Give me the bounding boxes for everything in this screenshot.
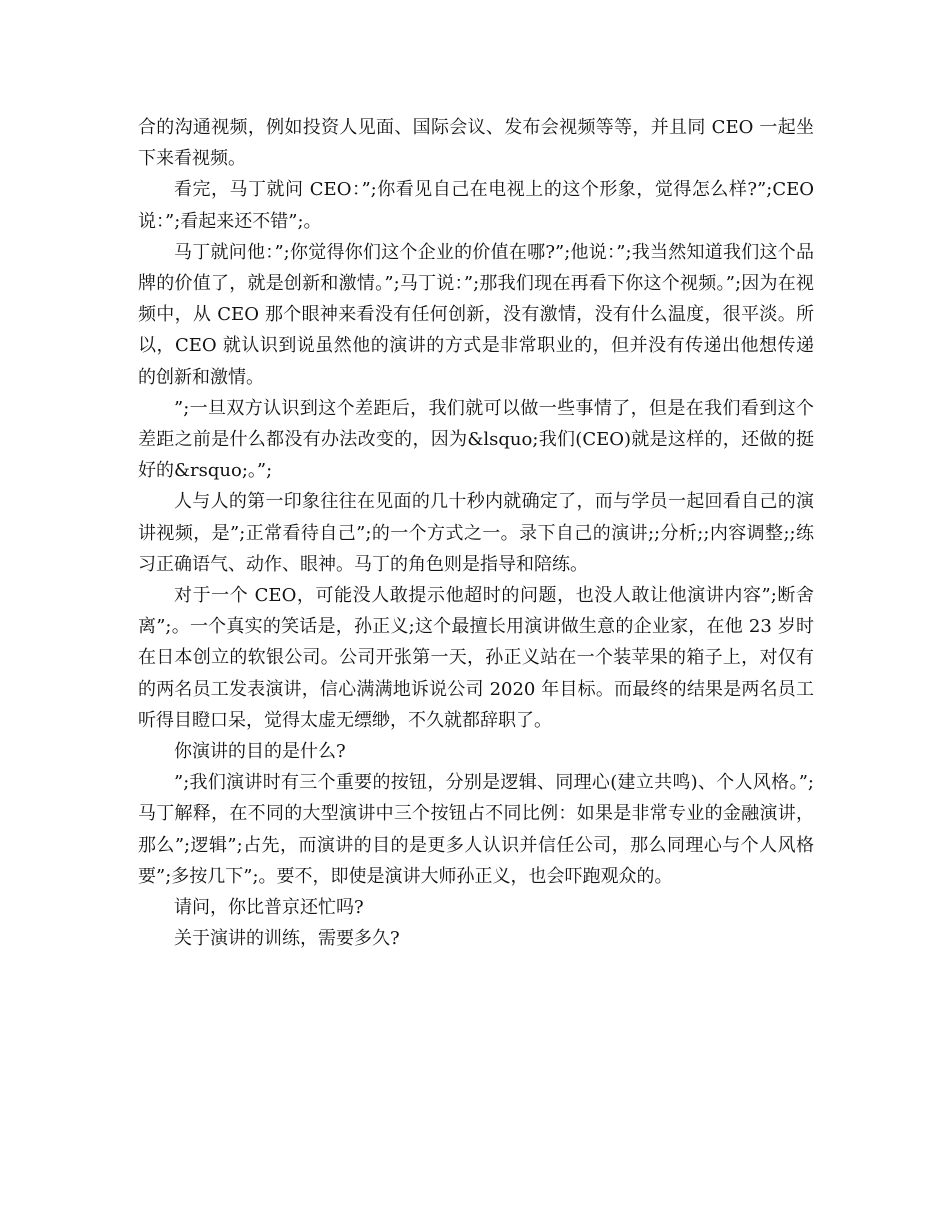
paragraph-9: 请问，你比普京还忙吗? [174,897,364,919]
paragraph-4: ”;一旦双方认识到这个差距后，我们就可以做一些事情了，但是在我们看到这个差距之前是什么都没有办法改变的，因为&lsquo;我们(CEO)就是这样的，还做的挺好的&rsquo;。”; [138,397,814,482]
paragraph-6: 对于一个 CEO，可能没人敢提示他超时的问题，也没人敢让他演讲内容”;断舍离”;。一个真实的笑话是，孙正义;这个最擅长用演讲做生意的企业家，在他 23 岁时在日本创立的软银公司。公司开张第一天，孙正义站在一个装苹果的箱子上，对仅有的两名员工发表演讲，信心满满地诉说公司 2020 年目标。而最终的结果是两名员工听得目瞪口呆，觉得太虚无缥缈，不久就都辞职了。 [138,585,814,731]
paragraph-7: 你演讲的目的是什么? [174,741,346,763]
paragraph-10: 关于演讲的训练，需要多久? [174,928,400,950]
document-body [138,112,814,954]
paragraph-2: 看完，马丁就问 CEO：”;你看见自己在电视上的这个形象，觉得怎么样?”;CEO 说：”;看起来还不错”;。 [138,179,814,232]
paragraph-3: 马丁就问他：”;你觉得你们这个企业的价值在哪?”;他说：”;我当然知道我们这个品牌的价值了，就是创新和激情。”;马丁说：”;那我们现在再看下你这个视频。”;因为在视频中，从 CEO 那个眼神来看没有任何创新，没有激情，没有什么温度，很平淡。所以，CEO 就认识到说虽然他的演讲的方式是非常职业的，但并没有传递出他想传递的创新和激情。 [138,241,814,388]
paragraph-5: 人与人的第一印象往往在见面的几十秒内就确定了，而与学员一起回看自己的演讲视频，是”;正常看待自己”;的一个方式之一。录下自己的演讲;;分析;;内容调整;;练习正确语气、动作、眼神。马丁的角色则是指导和陪练。 [138,491,814,575]
paragraph-1: 合的沟通视频，例如投资人见面、国际会议、发布会视频等等，并且同 CEO 一起坐下来看视频。 [138,117,814,170]
paragraph-8: ”;我们演讲时有三个重要的按钮，分别是逻辑、同理心(建立共鸣)、个人风格。”;马丁解释，在不同的大型演讲中三个按钮占不同比例：如果是非常专业的金融演讲，那么”;逻辑”;占先，而演讲的目的是更多人认识并信任公司，那么同理心与个人风格要”;多按几下”;。要不，即使是演讲大师孙正义，也会吓跑观众的。 [138,772,814,887]
